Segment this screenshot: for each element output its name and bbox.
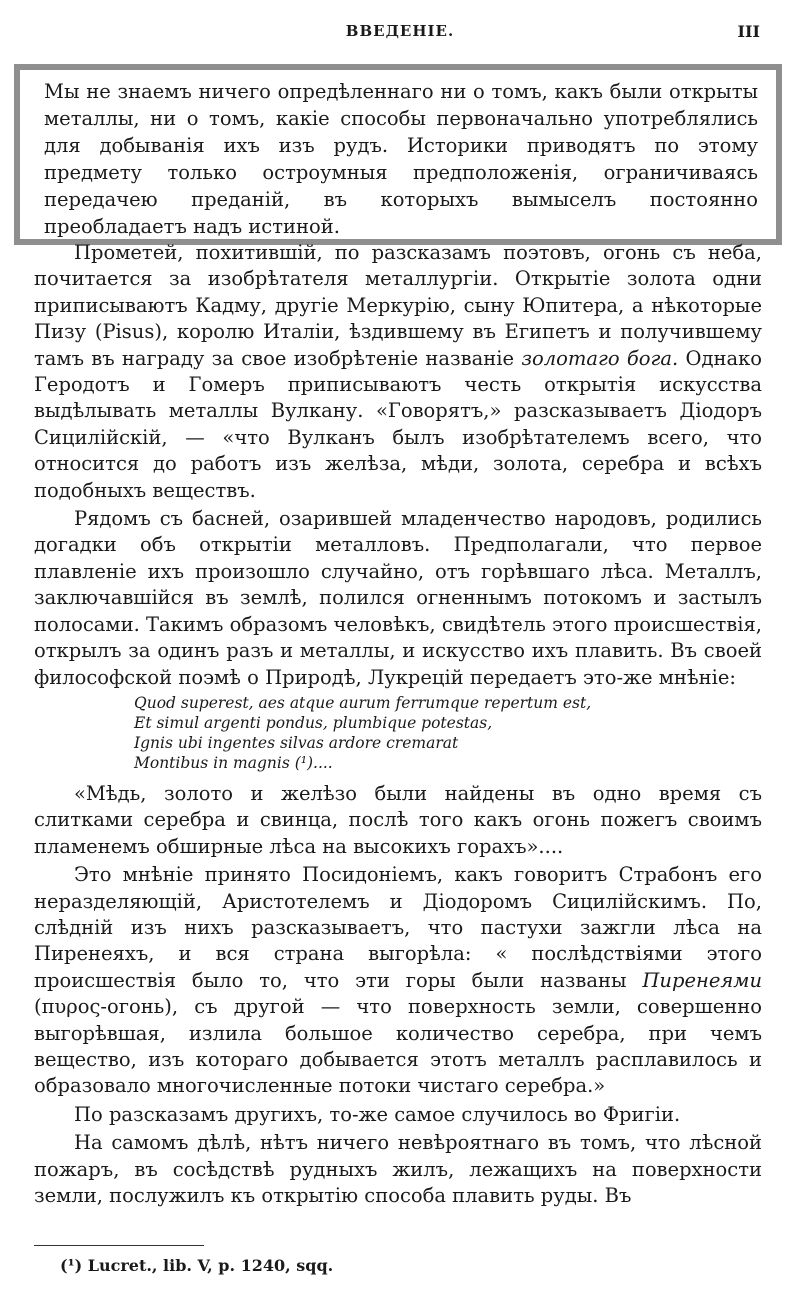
paragraph-forest-fire: На самомъ дѣлѣ, нѣтъ ничего невѣроятнаго въ томъ, что лѣсной пожаръ, въ сосѣдствѣ рудныхъ жилъ, лежащихъ на поверхности земли, послужилъ къ открытію способа плавить руды. Въ [34,1131,762,1207]
latin-quote [134,693,762,773]
highlighted-paragraph-box [14,64,782,245]
paragraph-text: Однако Геродотъ и Гомеръ приписываютъ честь открытія искусства выдѣлывать металлы Вулкану. «Говорятъ,» разсказываетъ Діодоръ Сицилійскій, — «что Вулканъ былъ изобрѣтателемъ всего, что относится до работъ изъ желѣза, мѣди, золота, серебра и всѣхъ подобныхъ веществъ. [34,346,762,502]
italic-phrase: золотаго бога. [521,346,679,370]
paragraph-text: Прометей, похитившій, по разсказамъ поэтовъ, огонь съ неба, почитается за изобрѣтателя металлургіи. Открытіе золота одни приписываютъ Кадму, другіе Меркурію, сыну Юпитера, а нѣкоторые Пизу (Pisus), королю Италіи, ѣздившему въ Египетъ и получившему тамъ въ награду за свое изобрѣтеніе названіе [34,241,762,370]
paragraph-text: Это мнѣніе принято Посидоніемъ, какъ говоритъ Страбонъ его неразделяющій, Аристотелемъ и Діодоромъ Сицилійскимъ. По, слѣдній изъ нихъ разсказываетъ, что пастухи зажгли лѣса на Пиренеяхъ, и вся страна выгорѣла: « послѣдствіями этого происшествія было то, что эти горы были названы [34,863,762,992]
quote-line: Ignis ubi ingentes silvas ardore cremarat [134,733,459,752]
paragraph-posidonius [34,862,762,1100]
paragraph-text: (πυρος-огонь), съ другой — что поверхность земли, совершенно выгорѣвшая, излила большое количество серебра, при чемъ вещество, изъ котораго добывается этотъ металлъ расплавилось и образовало многочисленные потоки чистаго серебра.» [34,995,762,1098]
quote-line: Montibus in magnis (¹).... [134,753,333,772]
highlighted-paragraph: Мы не знаемъ ничего опредѣленнаго ни о томъ, какъ были открыты металлы, ни о томъ, какіе способы первоначально употреблялись для добыванія ихъ изъ рудъ. Историки приводятъ по этому предмету только остроумныя предположенія, ограничиваясь передачею преданій, въ которыхъ вымыселъ постоянно преобладаетъ надъ истиной. [44,80,758,238]
body-text [34,240,762,1211]
paragraph-fable: Рядомъ съ басней, озарившей младенчество народовъ, родились догадки объ открытіи металловъ. Предполагали, что первое плавленіе ихъ произошло случайно, отъ горѣвшаго лѣса. Металлъ, заключавшійся въ землѣ, полился огненнымъ потокомъ и застылъ полосами. Такимъ образомъ человѣкъ, свидѣтель этого происшествія, открылъ за одинъ разъ и металлы, и искусство ихъ плавить. Въ своей философской поэмѣ о Природѣ, Лукрецій передаетъ это-же мнѣніе: [34,507,762,689]
footnote: (¹) Lucret., lib. V, p. 1240, sqq. [60,1256,334,1275]
paragraph-translation: «Мѣдь, золото и желѣзо были найдены въ одно время съ слитками серебра и свинца, послѣ того какъ огонь пожегъ своимъ пламенемъ обширные лѣса на высокихъ горахъ».... [34,781,762,858]
paragraph-phrygia: По разсказамъ другихъ, то-же самое случилось во Фригіи. [74,1102,681,1126]
quote-line: Quod superest, aes atque aurum ferrumque repertum est, [134,693,592,712]
paragraph-prometheus [34,240,762,504]
quote-line: Et simul argenti pondus, plumbique potestas, [134,713,493,732]
italic-phrase: Пиренеями [642,968,762,992]
page-number: III [737,22,760,41]
footnote-divider [34,1245,204,1246]
running-title: ВВЕДЕНІЕ. [345,22,455,40]
running-head [0,22,800,52]
